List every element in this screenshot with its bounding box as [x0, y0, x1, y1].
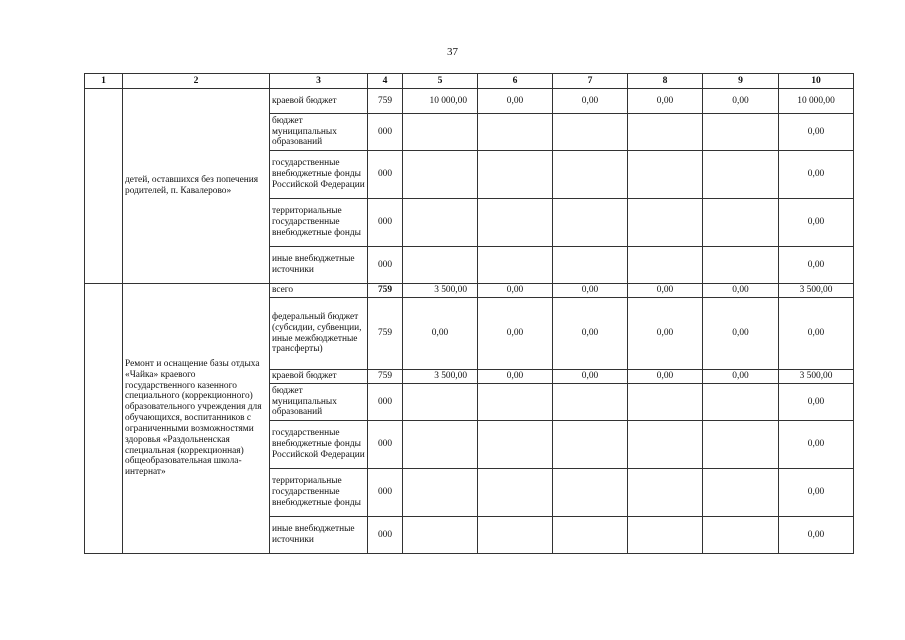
- header-col-10: 10: [779, 74, 854, 89]
- value-col-6: 0,00: [478, 284, 553, 298]
- code-cell: 000: [368, 517, 403, 554]
- header-col-4: 4: [368, 74, 403, 89]
- header-col-5: 5: [403, 74, 478, 89]
- code-cell: 000: [368, 421, 403, 469]
- funding-source: краевой бюджет: [270, 89, 368, 114]
- value-col-7: 0,00: [553, 370, 628, 384]
- value-col-5: [403, 517, 478, 554]
- value-col-9: 0,00: [703, 89, 779, 114]
- row-number-cell: [85, 284, 123, 554]
- value-col-7: [553, 247, 628, 284]
- value-col-7: [553, 199, 628, 247]
- value-col-6: [478, 384, 553, 421]
- value-col-10: 0,00: [779, 421, 854, 469]
- value-col-7: [553, 114, 628, 151]
- header-col-3: 3: [270, 74, 368, 89]
- value-col-5: [403, 421, 478, 469]
- value-col-5: [403, 199, 478, 247]
- code-cell: 000: [368, 384, 403, 421]
- value-col-6: [478, 421, 553, 469]
- code-cell: 759: [368, 89, 403, 114]
- table-row: [85, 284, 854, 298]
- value-col-10: 0,00: [779, 517, 854, 554]
- value-col-5: 10 000,00: [403, 89, 478, 114]
- header-col-7: 7: [553, 74, 628, 89]
- value-col-10: 0,00: [779, 114, 854, 151]
- value-col-6: 0,00: [478, 370, 553, 384]
- value-col-7: [553, 421, 628, 469]
- value-col-8: [628, 421, 703, 469]
- funding-source: бюджет муниципальных образований: [270, 114, 368, 151]
- value-col-9: [703, 199, 779, 247]
- value-col-8: [628, 114, 703, 151]
- value-col-9: [703, 469, 779, 517]
- value-col-10: 3 500,00: [779, 284, 854, 298]
- value-col-6: 0,00: [478, 89, 553, 114]
- value-col-10: 0,00: [779, 247, 854, 284]
- header-col-1: 1: [85, 74, 123, 89]
- funding-source: всего: [270, 284, 368, 298]
- value-col-7: [553, 517, 628, 554]
- value-col-10: 3 500,00: [779, 370, 854, 384]
- value-col-7: 0,00: [553, 89, 628, 114]
- value-col-9: [703, 114, 779, 151]
- value-col-9: 0,00: [703, 298, 779, 370]
- value-col-8: [628, 199, 703, 247]
- value-col-9: [703, 151, 779, 199]
- value-col-5: [403, 247, 478, 284]
- value-col-6: [478, 469, 553, 517]
- value-col-6: 0,00: [478, 298, 553, 370]
- value-col-6: [478, 199, 553, 247]
- funding-source: иные внебюджетные источники: [270, 517, 368, 554]
- value-col-8: [628, 469, 703, 517]
- code-cell: 000: [368, 247, 403, 284]
- value-col-8: 0,00: [628, 284, 703, 298]
- header-col-6: 6: [478, 74, 553, 89]
- value-col-6: [478, 247, 553, 284]
- value-col-5: [403, 151, 478, 199]
- value-col-10: 0,00: [779, 151, 854, 199]
- value-col-10: 0,00: [779, 199, 854, 247]
- value-col-8: 0,00: [628, 370, 703, 384]
- value-col-5: 3 500,00: [403, 370, 478, 384]
- measure-name: Ремонт и оснащение базы отдыха «Чайка» краевого государственного казенного специального (коррекционного) образовательного учреждения для обучающихся, воспитанников с ограниченными возможностями здоровья «Раздольненская специальная (коррекционная) общеобразовательная школа-интернат»: [123, 284, 270, 554]
- value-col-8: [628, 151, 703, 199]
- header-col-8: 8: [628, 74, 703, 89]
- measure-name: детей, оставшихся без попечения родителей, п. Кавалерово»: [123, 89, 270, 284]
- value-col-8: 0,00: [628, 298, 703, 370]
- value-col-7: [553, 469, 628, 517]
- header-col-9: 9: [703, 74, 779, 89]
- value-col-6: [478, 151, 553, 199]
- value-col-8: [628, 247, 703, 284]
- value-col-5: [403, 469, 478, 517]
- table-row: [85, 89, 854, 114]
- code-cell: 000: [368, 114, 403, 151]
- code-cell: 759: [368, 284, 403, 298]
- value-col-7: [553, 384, 628, 421]
- value-col-5: [403, 114, 478, 151]
- row-number-cell: [85, 89, 123, 284]
- value-col-9: [703, 384, 779, 421]
- code-cell: 759: [368, 370, 403, 384]
- code-cell: 759: [368, 298, 403, 370]
- value-col-5: 0,00: [403, 298, 478, 370]
- value-col-7: 0,00: [553, 298, 628, 370]
- funding-source: иные внебюджетные источники: [270, 247, 368, 284]
- funding-source: территориальные государственные внебюджетные фонды: [270, 199, 368, 247]
- funding-source: краевой бюджет: [270, 370, 368, 384]
- value-col-8: [628, 517, 703, 554]
- value-col-9: [703, 247, 779, 284]
- value-col-7: 0,00: [553, 284, 628, 298]
- funding-source: государственные внебюджетные фонды Российской Федерации: [270, 151, 368, 199]
- value-col-7: [553, 151, 628, 199]
- value-col-10: 10 000,00: [779, 89, 854, 114]
- budget-table: [84, 73, 854, 554]
- value-col-10: 0,00: [779, 298, 854, 370]
- page-number: 37: [447, 46, 458, 58]
- funding-source: федеральный бюджет (субсидии, субвенции, иные межбюджетные трансферты): [270, 298, 368, 370]
- code-cell: 000: [368, 469, 403, 517]
- funding-source: бюджет муниципальных образований: [270, 384, 368, 421]
- value-col-9: 0,00: [703, 370, 779, 384]
- code-cell: 000: [368, 151, 403, 199]
- value-col-10: 0,00: [779, 469, 854, 517]
- funding-source: государственные внебюджетные фонды Российской Федерации: [270, 421, 368, 469]
- code-cell: 000: [368, 199, 403, 247]
- value-col-9: [703, 517, 779, 554]
- value-col-8: 0,00: [628, 89, 703, 114]
- header-col-2: 2: [123, 74, 270, 89]
- value-col-5: 3 500,00: [403, 284, 478, 298]
- value-col-8: [628, 384, 703, 421]
- table-header-row: [85, 74, 854, 89]
- value-col-6: [478, 114, 553, 151]
- value-col-9: 0,00: [703, 284, 779, 298]
- funding-source: территориальные государственные внебюджетные фонды: [270, 469, 368, 517]
- value-col-6: [478, 517, 553, 554]
- value-col-9: [703, 421, 779, 469]
- value-col-10: 0,00: [779, 384, 854, 421]
- value-col-5: [403, 384, 478, 421]
